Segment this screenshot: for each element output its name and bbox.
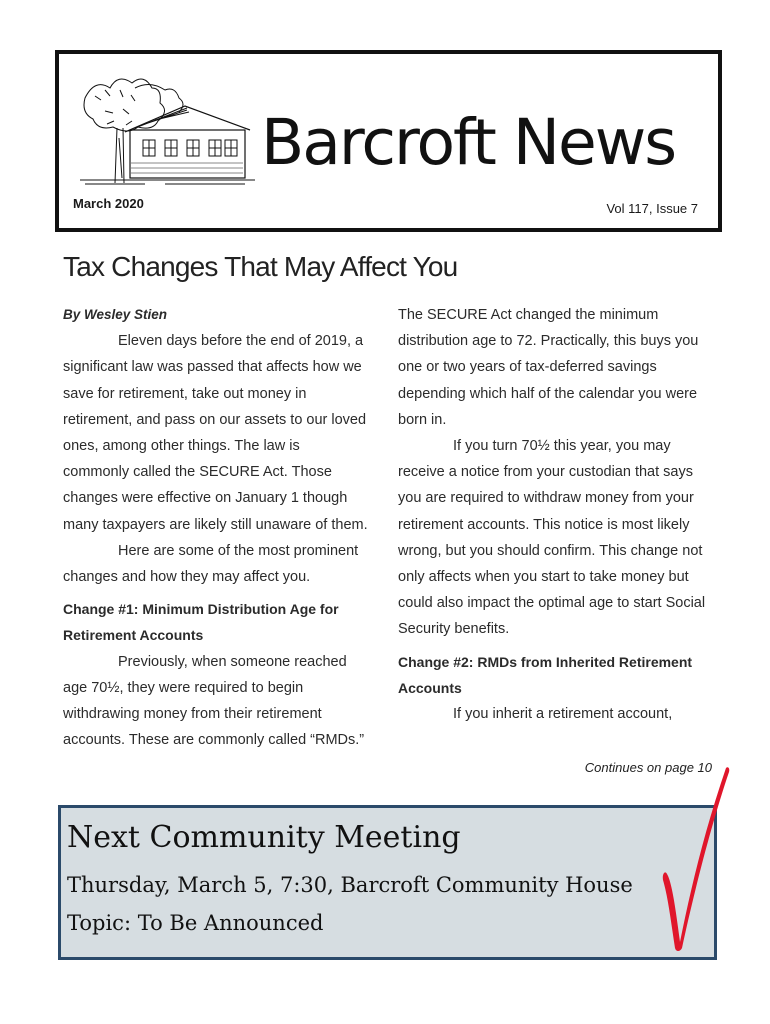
article-paragraph: The SECURE Act changed the minimum distribution age to 72. Practically, this buys you one or two years of tax-deferred savings depending which half of the calendar you were born in. (398, 307, 699, 428)
article-paragraph: If you turn 70½ this year, you may receive a notice from your custodian that says you are required to withdraw money from your retirement accounts. This notice is most likely wrong, but you should confirm. This change not only affects when you start to take money but could also impact the optimal age to start Social Security benefits. (398, 438, 706, 638)
meeting-datetime: Thursday, March 5, 7:30, Barcroft Community House (67, 873, 633, 897)
issue-number: Vol 117, Issue 7 (606, 201, 698, 216)
article-subhead: Change #2: RMDs from Inherited Retirement Accounts (398, 653, 693, 696)
article-paragraph: Previously, when someone reached age 70½, they were required to begin withdrawing money from their retirement accounts. These are commonly called “RMDs.” (63, 653, 365, 749)
article-subhead: Change #1: Minimum Distribution Age for Retirement Accounts (63, 601, 339, 644)
article-paragraph: If you inherit a retirement account, (453, 706, 673, 723)
meeting-topic: Topic: To Be Announced (67, 911, 324, 935)
article-byline: By Wesley Stien (63, 307, 168, 322)
article-paragraph: Eleven days before the end of 2019, a significant law was passed that affects how we save for retirement, take out money in retirement, and pass on our assets to our loved ones, among other things. The law is commonly called the SECURE Act. Those changes were effective on January 1 though many taxpayers are likely still unaware of them. (63, 333, 368, 533)
article-left-column (63, 302, 368, 753)
newsletter-title: Barcroft News (261, 106, 676, 179)
issue-date: March 2020 (73, 196, 144, 211)
continues-note: Continues on page 10 (584, 760, 712, 775)
meeting-box (58, 805, 717, 960)
article-paragraph: Here are some of the most prominent changes and how they may affect you. (63, 542, 359, 586)
house-sketch-icon (75, 68, 257, 188)
meeting-title: Next Community Meeting (67, 820, 461, 855)
masthead (55, 50, 722, 232)
red-checkmark-icon (662, 762, 732, 952)
article-headline: Tax Changes That May Affect You (63, 251, 458, 282)
article-right-column (398, 302, 708, 727)
